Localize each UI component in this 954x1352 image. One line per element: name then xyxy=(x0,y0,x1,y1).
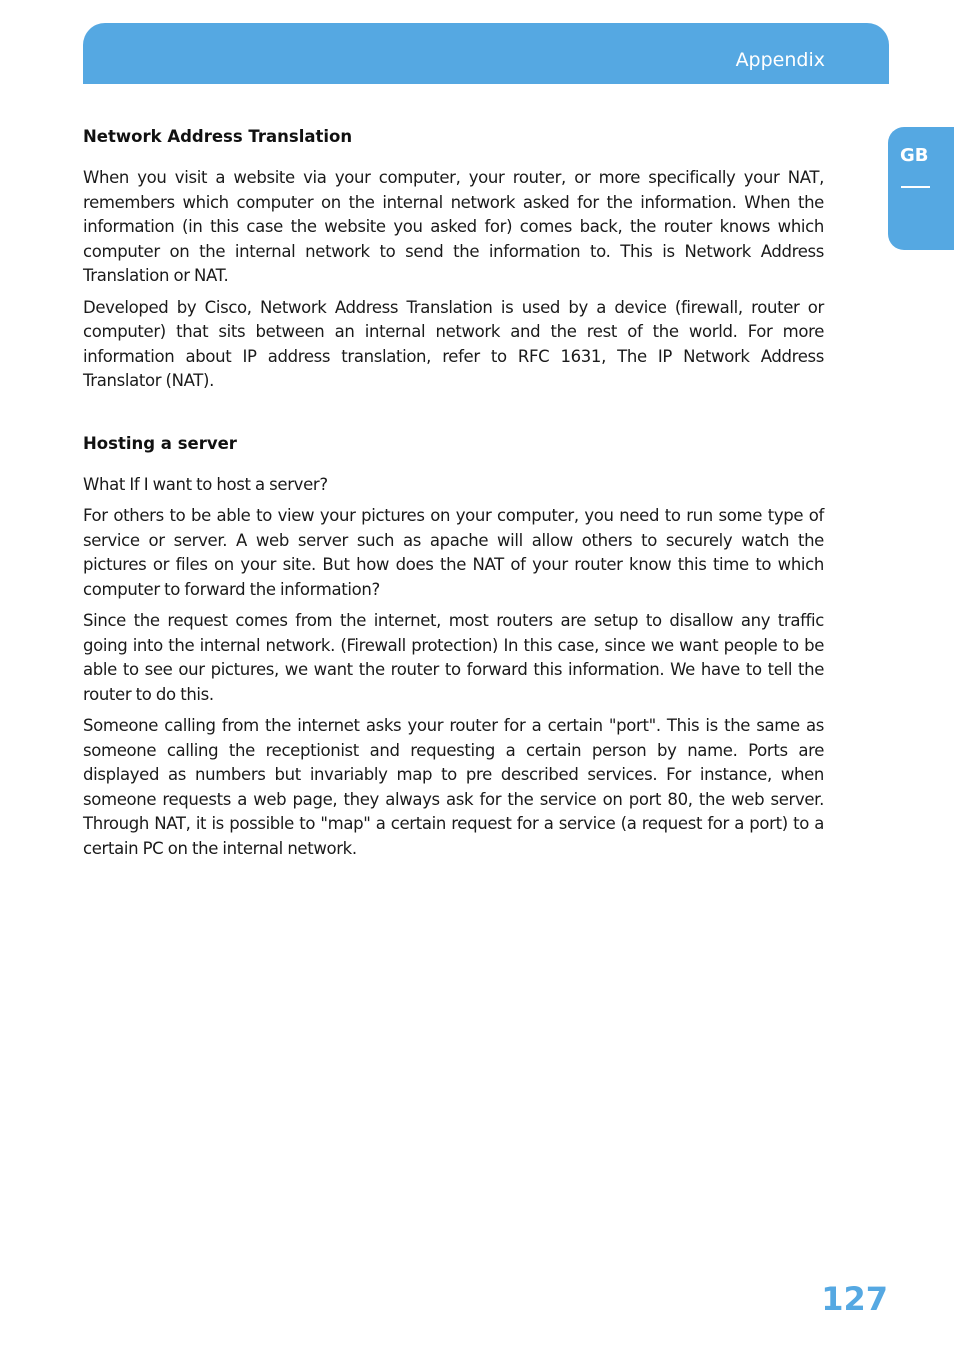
paragraph: When you visit a website via your computer, your router, or more specifically your NAT, remembers which computer on the internal network asked for the information. When the information (in this case the website you asked for) comes back, the router knows which computer on the internal network to send the information to. This is Network Address Translation or NAT. xyxy=(83,168,824,285)
paragraph: For others to be able to view your pictures on your computer, you need to run some type of service or server. A web server such as apache will allow others to securely watch the pictures or files on your site. But how does the NAT of your router know this time to which computer to forward the information? xyxy=(83,506,824,599)
language-label: GB xyxy=(900,145,929,166)
paragraph: Developed by Cisco, Network Address Translation is used by a device (firewall, router or computer) that sits between an internal network and the rest of the world. For more information about IP address translation, refer to RFC 1631, The IP Network Address Translator (NAT). xyxy=(83,297,824,390)
header-bar xyxy=(83,23,889,84)
page-content xyxy=(83,125,824,861)
paragraph: Someone calling from the internet asks your router for a certain "port". This is the same as someone calling the receptionist and requesting a certain person by name. Ports are displayed as numbers but invariably map to pre described services. For instance, when someone requests a web page, they always ask for the service on port 80, the web server. Through NAT, it is possible to "map" a certain request for a service (a request for a port) to a certain PC on the internal network. xyxy=(83,716,824,858)
paragraph: Since the request comes from the internet, most routers are setup to disallow any traffic going into the internal network. (Firewall protection) In this case, since we want people to be able to see our pictures, we want the router to forward this information. We have to tell the router to do this. xyxy=(83,611,824,704)
section-hosting-a-server xyxy=(83,432,824,862)
header-title: Appendix xyxy=(735,49,825,71)
section-heading: Network Address Translation xyxy=(83,127,353,146)
language-tab xyxy=(888,127,954,250)
page-number: 127 xyxy=(821,1280,888,1318)
section-network-address-translation xyxy=(83,125,824,394)
paragraph: What If I want to host a server? xyxy=(83,474,328,494)
section-heading: Hosting a server xyxy=(83,433,237,453)
language-underline xyxy=(901,186,930,188)
